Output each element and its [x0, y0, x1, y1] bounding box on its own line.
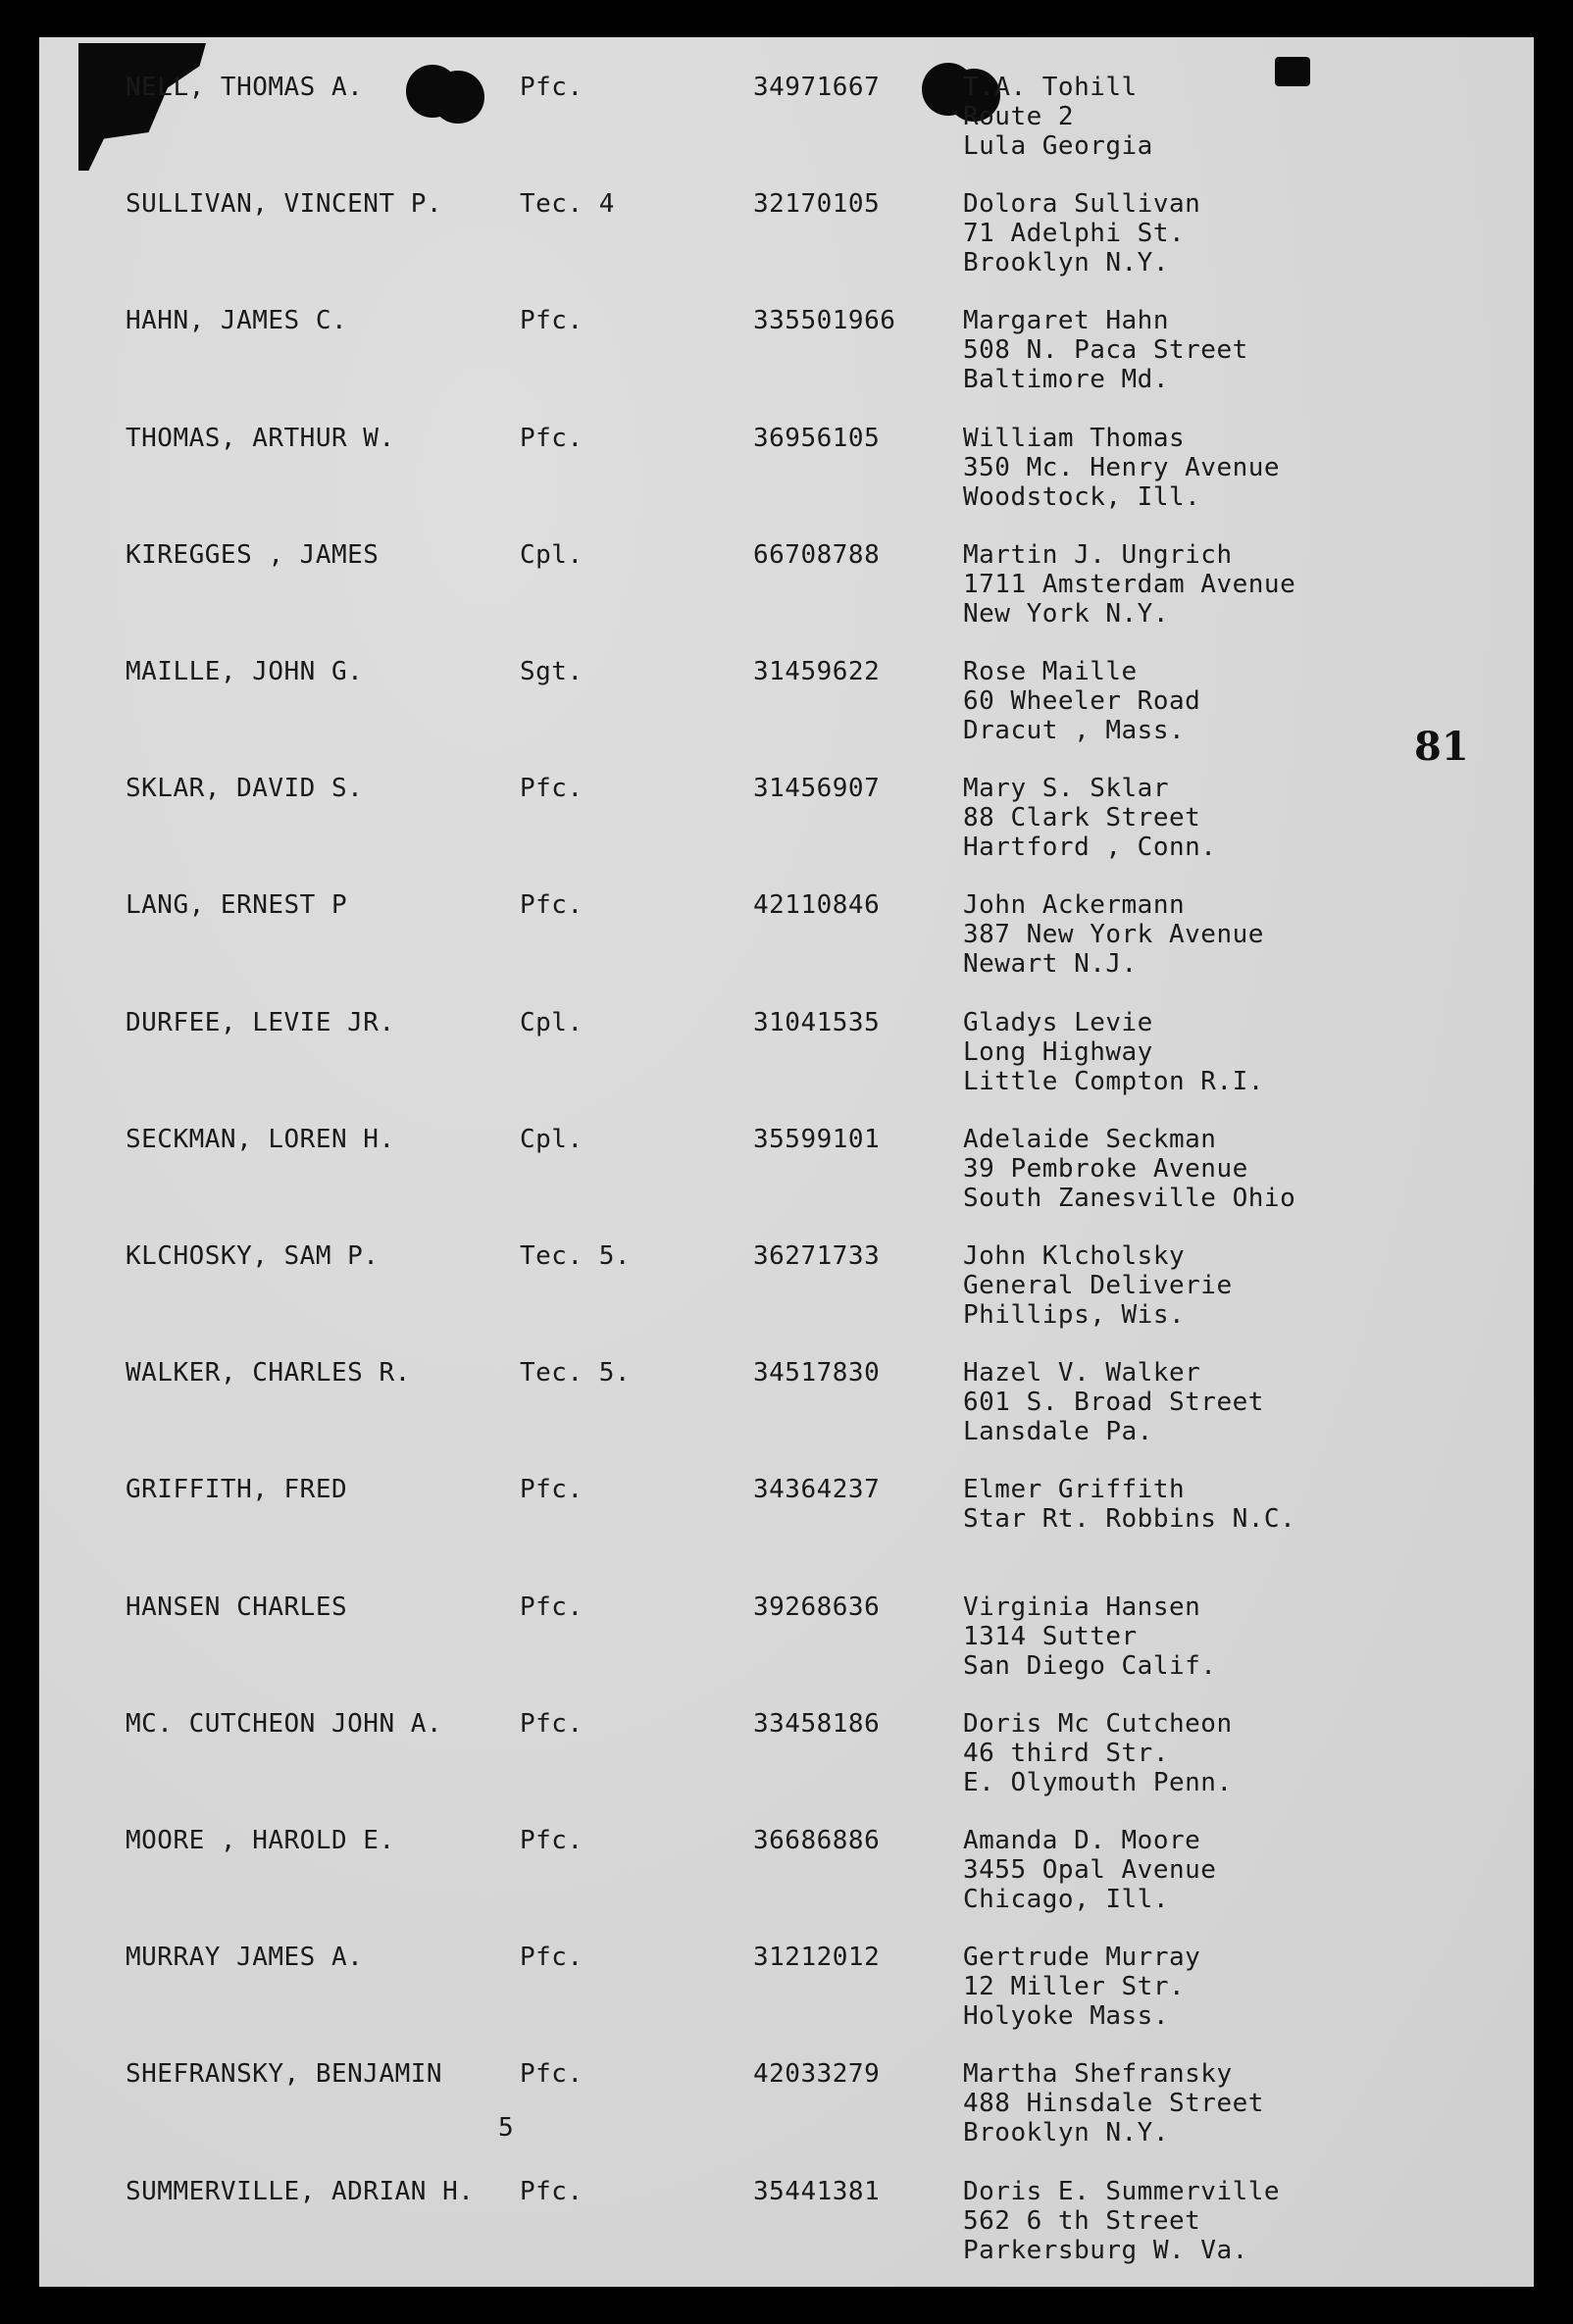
next-of-kin-address — [963, 1125, 1295, 1213]
address-line: Star Rt. Robbins N.C. — [963, 1504, 1296, 1535]
roster-entry — [0, 189, 1573, 297]
address-line: Dracut , Mass. — [963, 716, 1186, 745]
soldier-name: DURFEE, LEVIE JR. — [126, 1007, 395, 1037]
soldier-rank: Pfc. — [520, 1826, 584, 1855]
address-line: South Zanesville Ohio — [963, 1183, 1296, 1213]
roster-entry — [0, 657, 1573, 765]
soldier-name: MAILLE, JOHN G. — [126, 657, 364, 686]
address-line: Virginia Hansen — [963, 1591, 1201, 1622]
address-line: Lansdale Pa. — [963, 1417, 1153, 1447]
soldier-name: WALKER, CHARLES R. — [126, 1358, 411, 1389]
soldier-name: NELL, THOMAS A. — [126, 73, 364, 102]
soldier-rank: Cpl. — [520, 1007, 584, 1037]
roster-entry — [0, 1125, 1573, 1233]
next-of-kin-address — [963, 424, 1280, 512]
roster-entry — [0, 306, 1573, 414]
serial-number: 42033279 — [753, 2059, 881, 2090]
address-line: Brooklyn N.Y. — [963, 2118, 1169, 2148]
address-line: 1711 Amsterdam Avenue — [963, 569, 1296, 599]
address-line: Little Compton R.I. — [963, 1066, 1264, 1096]
soldier-rank: Cpl. — [520, 539, 584, 570]
address-line: Long Highway — [963, 1036, 1153, 1067]
address-line: Hazel V. Walker — [963, 1358, 1201, 1389]
address-line: Amanda D. Moore — [963, 1826, 1201, 1855]
address-line: 46 third Str. — [963, 1738, 1169, 1768]
address-line: Parkersburg W. Va. — [963, 2235, 1248, 2265]
soldier-name: SHEFRANSKY, BENJAMIN — [126, 2059, 443, 2090]
next-of-kin-address — [963, 189, 1200, 278]
roster-entry — [0, 1826, 1573, 1934]
address-line: John Klcholsky — [963, 1241, 1186, 1271]
serial-number: 31041535 — [753, 1007, 881, 1037]
serial-number: 34364237 — [753, 1475, 881, 1505]
roster-entry — [0, 73, 1573, 180]
address-line: Gladys Levie — [963, 1007, 1153, 1037]
soldier-rank: Pfc. — [520, 2176, 584, 2206]
serial-number: 66708788 — [753, 539, 881, 570]
roster-entry — [0, 1008, 1573, 1116]
soldier-rank: Pfc. — [520, 774, 584, 804]
address-line: Gertrude Murray — [963, 1943, 1201, 1973]
address-line: 1314 Sutter — [963, 1621, 1138, 1651]
address-line: New York N.Y. — [963, 598, 1169, 629]
next-of-kin-address — [963, 774, 1216, 862]
serial-number: 36686886 — [753, 1826, 881, 1855]
next-of-kin-address — [963, 1241, 1233, 1330]
soldier-name: KLCHOSKY, SAM P. — [126, 1241, 380, 1271]
margin-note: 5 — [498, 2113, 514, 2143]
address-line: General Deliverie — [963, 1271, 1233, 1300]
address-line: San Diego Calif. — [963, 1650, 1217, 1681]
address-line: 350 Mc. Henry Avenue — [963, 452, 1281, 482]
next-of-kin-address — [963, 2177, 1280, 2265]
serial-number: 36956105 — [753, 423, 881, 453]
serial-number: 31212012 — [753, 1943, 881, 1973]
roster-entry — [0, 1241, 1573, 1349]
next-of-kin-address — [963, 306, 1248, 394]
address-line: Phillips, Wis. — [963, 1300, 1186, 1330]
address-line: 60 Wheeler Road — [963, 686, 1201, 716]
address-line: Margaret Hahn — [963, 306, 1169, 336]
roster-entry — [0, 1475, 1573, 1583]
address-line: Adelaide Seckman — [963, 1124, 1217, 1154]
soldier-name: MURRAY JAMES A. — [126, 1943, 364, 1973]
soldier-rank: Pfc. — [520, 2059, 584, 2090]
address-line: Mary S. Sklar — [963, 774, 1169, 804]
next-of-kin-address — [963, 1475, 1295, 1534]
address-line: 3455 Opal Avenue — [963, 1855, 1217, 1885]
soldier-rank: Pfc. — [520, 1475, 584, 1505]
soldier-name: THOMAS, ARTHUR W. — [126, 423, 395, 453]
address-line: Route 2 — [963, 102, 1075, 131]
roster-entry — [0, 890, 1573, 998]
roster-entry — [0, 540, 1573, 648]
serial-number: 35441381 — [753, 2176, 881, 2206]
roster-entry — [0, 1709, 1573, 1817]
next-of-kin-address — [963, 540, 1295, 629]
address-line: Martin J. Ungrich — [963, 539, 1233, 570]
next-of-kin-address — [963, 1008, 1264, 1096]
address-line: Chicago, Ill. — [963, 1885, 1169, 1914]
address-line: 601 S. Broad Street — [963, 1388, 1264, 1418]
roster-entry — [0, 1358, 1573, 1466]
serial-number: 31459622 — [753, 657, 881, 686]
serial-number: 34517830 — [753, 1358, 881, 1389]
soldier-rank: Tec. 4 — [520, 189, 615, 220]
next-of-kin-address — [963, 890, 1264, 979]
next-of-kin-address — [963, 1943, 1200, 2031]
next-of-kin-address — [963, 73, 1153, 161]
next-of-kin-address — [963, 2059, 1264, 2147]
soldier-name: MOORE , HAROLD E. — [126, 1826, 395, 1855]
address-line: T.A. Tohill — [963, 73, 1138, 102]
address-line: Dolora Sullivan — [963, 189, 1201, 220]
soldier-rank: Pfc. — [520, 423, 584, 453]
soldier-name: HANSEN CHARLES — [126, 1591, 348, 1622]
next-of-kin-address — [963, 1592, 1216, 1681]
soldier-rank: Pfc. — [520, 306, 584, 336]
next-of-kin-address — [963, 1358, 1264, 1446]
soldier-name: SECKMAN, LOREN H. — [126, 1124, 395, 1154]
address-line: 508 N. Paca Street — [963, 335, 1248, 366]
soldier-rank: Pfc. — [520, 890, 584, 921]
address-line: Rose Maille — [963, 657, 1138, 686]
address-line: 71 Adelphi St. — [963, 219, 1186, 249]
address-line: Elmer Griffith — [963, 1475, 1186, 1505]
address-line: Holyoke Mass. — [963, 2001, 1169, 2032]
serial-number: 31456907 — [753, 774, 881, 804]
address-line: 39 Pembroke Avenue — [963, 1153, 1248, 1184]
soldier-rank: Cpl. — [520, 1124, 584, 1154]
serial-number: 34971667 — [753, 73, 881, 102]
address-line: 488 Hinsdale Street — [963, 2089, 1264, 2119]
soldier-name: SKLAR, DAVID S. — [126, 774, 364, 804]
address-line: Newart N.J. — [963, 949, 1138, 980]
serial-number: 36271733 — [753, 1241, 881, 1271]
soldier-rank: Tec. 5. — [520, 1241, 632, 1271]
address-line: Doris Mc Cutcheon — [963, 1708, 1233, 1739]
roster-entry — [0, 1592, 1573, 1700]
next-of-kin-address — [963, 657, 1200, 745]
soldier-name: MC. CUTCHEON JOHN A. — [126, 1708, 443, 1739]
address-line: Woodstock, Ill. — [963, 481, 1201, 512]
address-line: John Ackermann — [963, 890, 1186, 921]
address-line: Lula Georgia — [963, 131, 1153, 161]
address-line: 88 Clark Street — [963, 803, 1201, 834]
soldier-name: GRIFFITH, FRED — [126, 1475, 348, 1505]
address-line: Baltimore Md. — [963, 365, 1169, 395]
address-line: Brooklyn N.Y. — [963, 248, 1169, 278]
roster-entry — [0, 2059, 1573, 2167]
serial-number: 35599101 — [753, 1124, 881, 1154]
soldier-name: SULLIVAN, VINCENT P. — [126, 189, 443, 220]
serial-number: 33458186 — [753, 1708, 881, 1739]
soldier-rank: Pfc. — [520, 1591, 584, 1622]
address-line: 387 New York Avenue — [963, 920, 1264, 950]
roster-entry — [0, 2177, 1573, 2285]
soldier-name: HAHN, JAMES C. — [126, 306, 348, 336]
serial-number: 42110846 — [753, 890, 881, 921]
next-of-kin-address — [963, 1826, 1216, 1914]
soldier-rank: Sgt. — [520, 657, 584, 686]
roster-entry — [0, 774, 1573, 882]
address-line: 12 Miller Str. — [963, 1972, 1186, 2002]
soldier-name: LANG, ERNEST P — [126, 890, 348, 921]
soldier-rank: Pfc. — [520, 73, 584, 102]
page-number: 81 — [1414, 724, 1469, 770]
soldier-rank: Tec. 5. — [520, 1358, 632, 1389]
soldier-rank: Pfc. — [520, 1708, 584, 1739]
address-line: Martha Shefransky — [963, 2059, 1233, 2090]
address-line: E. Olymouth Penn. — [963, 1767, 1233, 1797]
serial-number: 335501966 — [753, 306, 896, 336]
address-line: Doris E. Summerville — [963, 2176, 1281, 2206]
serial-number: 39268636 — [753, 1591, 881, 1622]
soldier-name: KIREGGES , JAMES — [126, 539, 380, 570]
roster-entry — [0, 424, 1573, 531]
address-line: William Thomas — [963, 423, 1186, 453]
soldier-rank: Pfc. — [520, 1943, 584, 1973]
address-line: Hartford , Conn. — [963, 833, 1217, 863]
serial-number: 32170105 — [753, 189, 881, 220]
roster-entry — [0, 1943, 1573, 2050]
soldier-name: SUMMERVILLE, ADRIAN H. — [126, 2176, 475, 2206]
address-line: 562 6 th Street — [963, 2205, 1201, 2236]
next-of-kin-address — [963, 1709, 1233, 1797]
